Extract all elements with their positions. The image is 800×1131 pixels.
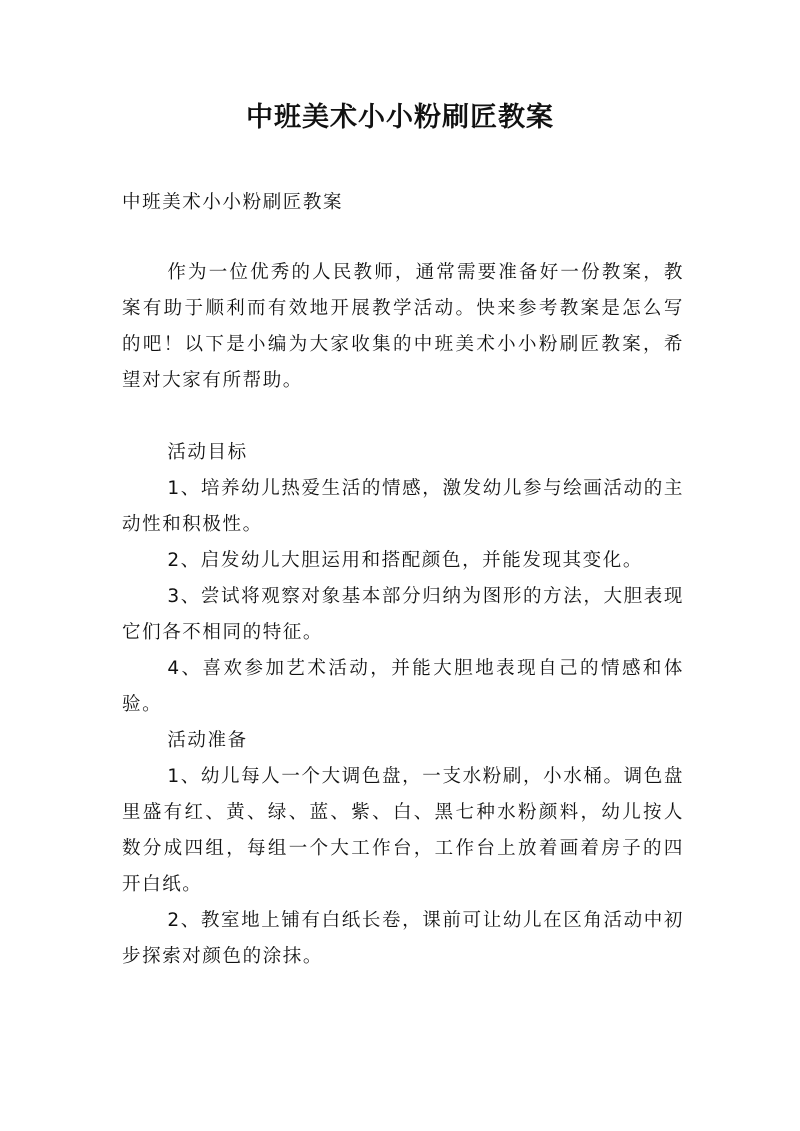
goal-item-4: 4、喜欢参加艺术活动，并能大胆地表现自己的情感和体验。 — [122, 658, 684, 715]
document-body — [122, 185, 684, 975]
prep-item-2: 2、教室地上铺有白纸长卷，课前可让幼儿在区角活动中初步探索对颜色的涂抹。 — [122, 910, 684, 967]
document-subtitle: 中班美术小小粉刷匠教案 — [122, 192, 344, 213]
intro-paragraph: 作为一位优秀的人民教师，通常需要准备好一份教案，教案有助于顺利而有效地开展教学活动。快来参考教案是怎么写的吧！以下是小编为大家收集的中班美术小小粉刷匠教案，希望对大家有所帮助。 — [122, 262, 684, 391]
document-title: 中班美术小小粉刷匠教案 — [246, 102, 554, 133]
prep-item-1: 1、幼儿每人一个大调色盘，一支水粉刷，小水桶。调色盘里盛有红、黄、绿、蓝、紫、白、黑七种水粉颜料，幼儿按人数分成四组，每组一个大工作台，工作台上放着画着房子的四开白纸。 — [122, 766, 684, 895]
prep-heading: 活动准备 — [167, 730, 248, 751]
goal-item-1: 1、培养幼儿热爱生活的情感，激发幼儿参与绘画活动的主动性和积极性。 — [122, 478, 684, 535]
goal-item-2: 2、启发幼儿大胆运用和搭配颜色，并能发现其变化。 — [167, 550, 643, 571]
goals-heading: 活动目标 — [167, 442, 248, 463]
goal-item-3: 3、尝试将观察对象基本部分归纳为图形的方法，大胆表现它们各不相同的特征。 — [122, 586, 684, 643]
